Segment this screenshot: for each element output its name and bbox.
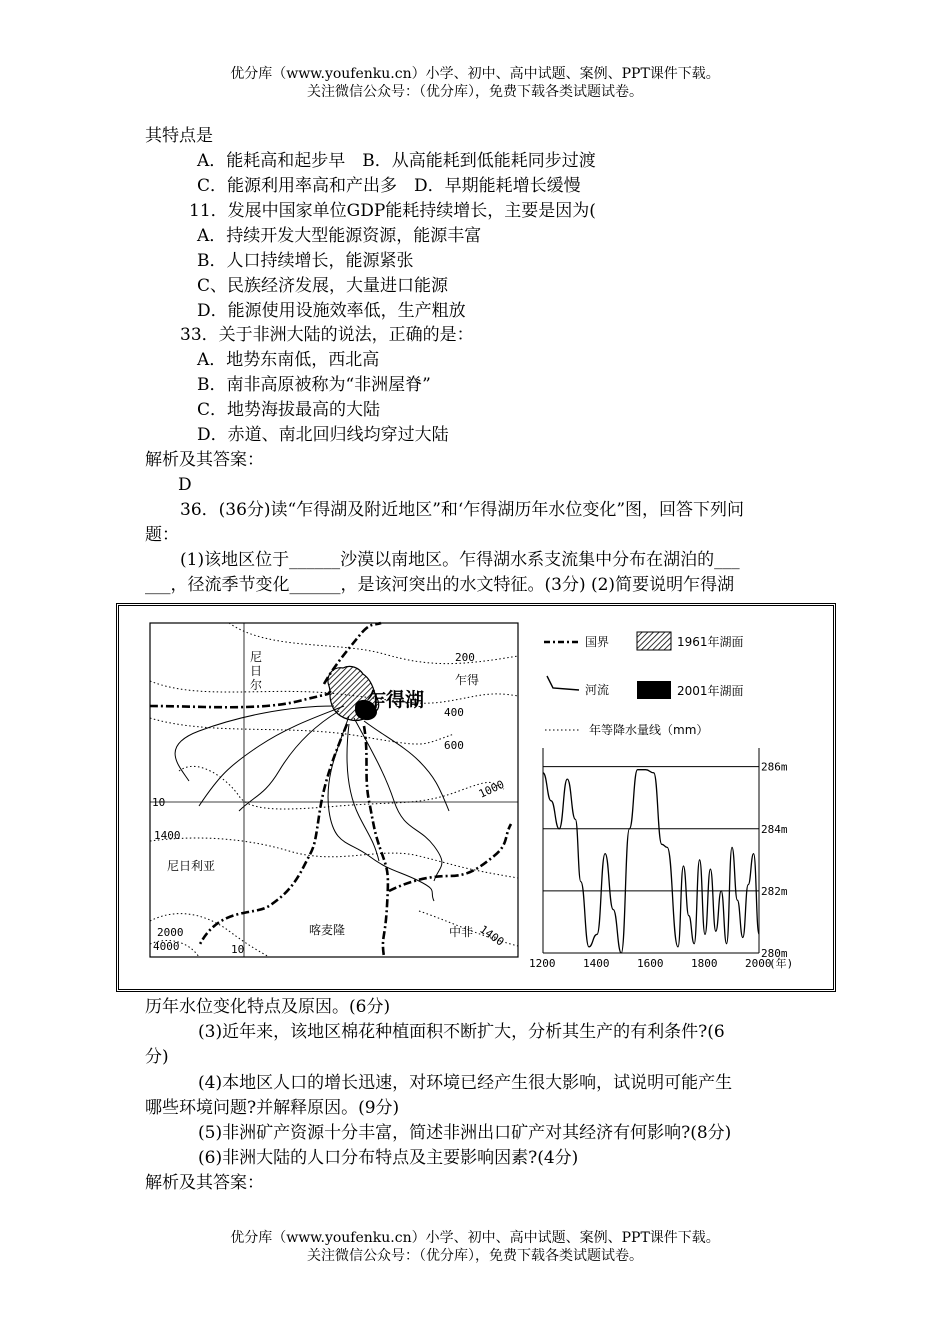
q33-answer: D <box>178 475 192 495</box>
q36-line-4: ___，径流季节变化______，是该河突出的水文特征。(3分) (2)简要说明乍得湖 <box>145 575 735 595</box>
chart-xtick-1200: 1200 <box>529 957 556 970</box>
q33-option-b: B．南非高原被称为“非洲屋脊” <box>197 375 431 395</box>
isohyet-label-1400-east: 1400 <box>477 922 507 949</box>
isohyet-label-1000: 1000 <box>476 777 507 801</box>
q11-option-c: C、民族经济发展，大量进口能源 <box>197 276 449 296</box>
river-komadugu <box>199 706 344 806</box>
q36-line-2: 题： <box>145 525 179 545</box>
q11-option-b: B．人口持续增长，能源紧张 <box>197 251 414 271</box>
footer-line-2: 关注微信公众号：（优分库），免费下载各类试题试卷。 <box>307 1248 643 1264</box>
q36-line-7: 分) <box>145 1047 169 1067</box>
q36-line-1: 36．(36分)读“乍得湖及附近地区”和‘乍得湖历年水位变化”图，回答下列问 <box>180 500 745 520</box>
q36-line-9: 哪些环境问题?并解释原因。(9分) <box>145 1098 400 1118</box>
river-middle <box>347 724 379 861</box>
legend-lake-1961-symbol <box>637 632 671 650</box>
meridian-label-10: 10 <box>231 943 245 956</box>
chart-xtick-1800: 1800 <box>691 957 718 970</box>
latitude-label-10: 10 <box>152 796 166 809</box>
footer-line-1: 优分库（www.youfenku.cn）小学、初中、高中试题、案例、PPT课件下载。 <box>230 1230 720 1246</box>
legend-border-label: 国界 <box>585 635 610 649</box>
legend-river-symbol <box>547 676 579 690</box>
border-cameroon-chad <box>364 726 388 957</box>
country-label-car: 中非 <box>449 925 474 939</box>
q36-line-6: (3)近年来，该地区棉花种植面积不断扩大，分析其生产的有利条件?(6 <box>198 1022 725 1042</box>
water-level-chart <box>529 748 793 970</box>
q11-stem: 11．发展中国家单位GDP能耗持续增长，主要是因为( <box>189 201 596 221</box>
legend-river-label: 河流 <box>585 683 610 697</box>
lake-label: 乍得湖 <box>367 689 425 711</box>
q36-line-8: (4)本地区人口的增长迅速，对环境已经产生很大影响，试说明可能产生 <box>198 1073 733 1093</box>
q36-line-10: (5)非洲矿产资源十分丰富，简述非洲出口矿产对其经济有何影响?(8分) <box>198 1123 732 1143</box>
country-label-niger-1: 尼 <box>250 650 263 664</box>
chart-x-label: (年) <box>769 957 794 970</box>
isohyet-label-400: 400 <box>444 706 464 719</box>
country-label-niger-3: 尔 <box>250 678 263 692</box>
border-niger-nigeria <box>150 691 331 707</box>
q10-stem-tail: 其特点是 <box>145 126 213 146</box>
legend-lake-2001-symbol <box>637 681 671 699</box>
header-line-2: 关注微信公众号：（优分库），免费下载各类试题试卷。 <box>307 84 643 100</box>
chart-series-water-level <box>543 770 759 953</box>
q33-option-d: D．赤道、南北回归线均穿过大陆 <box>197 425 449 445</box>
q11-option-a: A．持续开发大型能源资源，能源丰富 <box>197 226 482 246</box>
q33-option-a: A．地势东南低，西北高 <box>197 350 380 370</box>
figure-svg <box>119 606 833 989</box>
chart-xtick-1600: 1600 <box>637 957 664 970</box>
q36-line-5: 历年水位变化特点及原因。(6分) <box>145 997 391 1017</box>
chart-xtick-2000: 2000 <box>745 957 772 970</box>
isohyet-1000 <box>179 766 504 809</box>
legend-lake-1961-label: 1961年湖面 <box>677 635 744 649</box>
legend-isohyet-label: 年等降水量线（mm） <box>589 723 709 737</box>
q11-option-d: D．能源使用设施效率低，生产粗放 <box>197 301 466 321</box>
q36-answer-label: 解析及其答案： <box>145 1173 264 1193</box>
river-west-2 <box>239 711 339 811</box>
isohyet-label-4000: 4000 <box>153 940 180 953</box>
country-label-nigeria: 尼日利亚 <box>167 859 216 873</box>
chart-ytick-286: 286m <box>761 760 788 774</box>
chart-ytick-282: 282m <box>761 884 788 898</box>
chart-xtick-1400: 1400 <box>583 957 610 970</box>
country-label-niger-2: 日 <box>250 664 263 678</box>
figure-chad-lake <box>116 603 836 992</box>
q33-answer-label: 解析及其答案： <box>145 450 264 470</box>
border-chad-car <box>389 824 511 891</box>
isohyet-label-200: 200 <box>455 651 475 664</box>
map <box>150 623 518 957</box>
river-west-3 <box>175 706 334 781</box>
header-line-1: 优分库（www.youfenku.cn）小学、初中、高中试题、案例、PPT课件下载。 <box>230 66 720 82</box>
river-chari <box>328 716 434 901</box>
country-label-chad: 乍得 <box>455 673 480 687</box>
legend-lake-2001-label: 2001年湖面 <box>677 684 744 698</box>
q10-options-cd: C．能源利用率高和产出多 D．早期能耗增长缓慢 <box>197 176 581 196</box>
chart-ytick-284: 284m <box>761 822 788 836</box>
q33-option-c: C．地势海拔最高的大陆 <box>197 400 381 420</box>
isohyet-label-600: 600 <box>444 739 464 752</box>
country-label-cameroon: 喀麦隆 <box>309 923 346 937</box>
q10-options-ab: A．能耗高和起步早 B．从高能耗到低能耗同步过渡 <box>197 151 596 171</box>
legend <box>544 632 744 737</box>
chart-ytick-280: 280m <box>761 947 788 960</box>
isohyet-label-2000: 2000 <box>157 926 184 939</box>
border-nigeria-cameroon <box>199 724 347 946</box>
isohyet-label-1400-west: 1400 <box>154 829 181 842</box>
q33-stem: 33．关于非洲大陆的说法，正确的是： <box>180 325 474 345</box>
q36-line-3: (1)该地区位于______沙漠以南地区。乍得湖水系支流集中分布在湖泊的___ <box>180 550 740 570</box>
q36-line-11: (6)非洲大陆的人口分布特点及主要影响因素?(4分) <box>198 1148 579 1168</box>
